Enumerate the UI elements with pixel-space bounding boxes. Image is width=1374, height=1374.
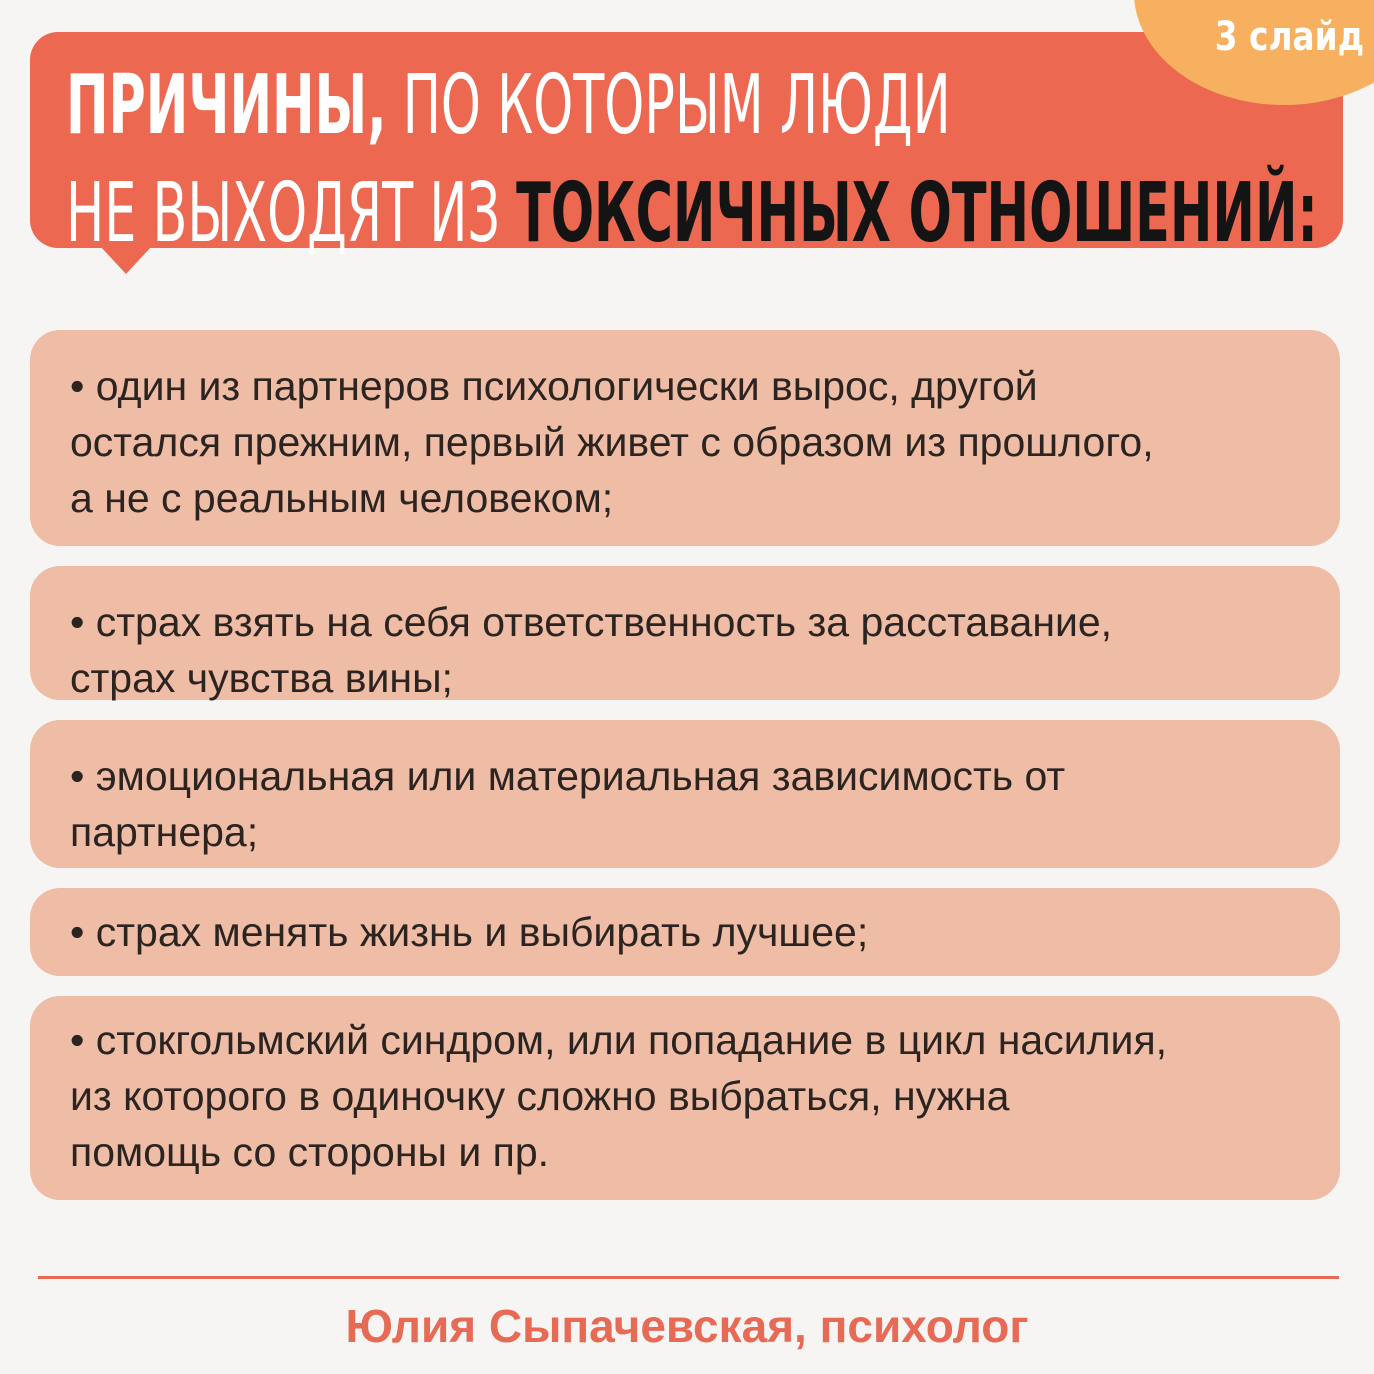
reason-text: • один из партнеров психологически вырос, другой остался прежним, первый живет с образом из прошлого, а не с реальным человеком;: [70, 363, 1154, 521]
title-highlight-toxic: ТОКСИЧНЫХ ОТНОШЕНИЙ:: [516, 166, 1318, 261]
reason-text: • эмоциональная или материальная зависимость от партнера;: [70, 753, 1066, 855]
reason-card-5: [30, 996, 1340, 1200]
title-line-2: [66, 160, 1318, 268]
title-line-2-start: НЕ ВЫХОДЯТ ИЗ: [66, 166, 517, 261]
title-line-1-rest: ПО КОТОРЫМ ЛЮДИ: [386, 58, 951, 153]
reason-text: • страх менять жизнь и выбирать лучшее;: [70, 909, 869, 955]
reason-card-1: [30, 330, 1340, 546]
reason-card-3: [30, 720, 1340, 868]
footer-divider: [38, 1276, 1339, 1279]
reason-card-2: [30, 566, 1340, 700]
title-line-1: [66, 52, 951, 160]
reason-card-4: [30, 888, 1340, 976]
reason-text: • стокгольмский синдром, или попадание в цикл насилия, из которого в одиночку сложно выбраться, нужна помощь со стороны и пр.: [70, 1017, 1168, 1175]
author-signature: Юлия Сыпачевская, психолог: [345, 1300, 1029, 1352]
page-title: [66, 52, 1318, 268]
title-highlight-causes: ПРИЧИНЫ,: [66, 58, 387, 153]
reason-text: • страх взять на себя ответственность за расставание, страх чувства вины;: [70, 599, 1113, 701]
slide-number-label: 3 слайд: [1214, 14, 1364, 60]
